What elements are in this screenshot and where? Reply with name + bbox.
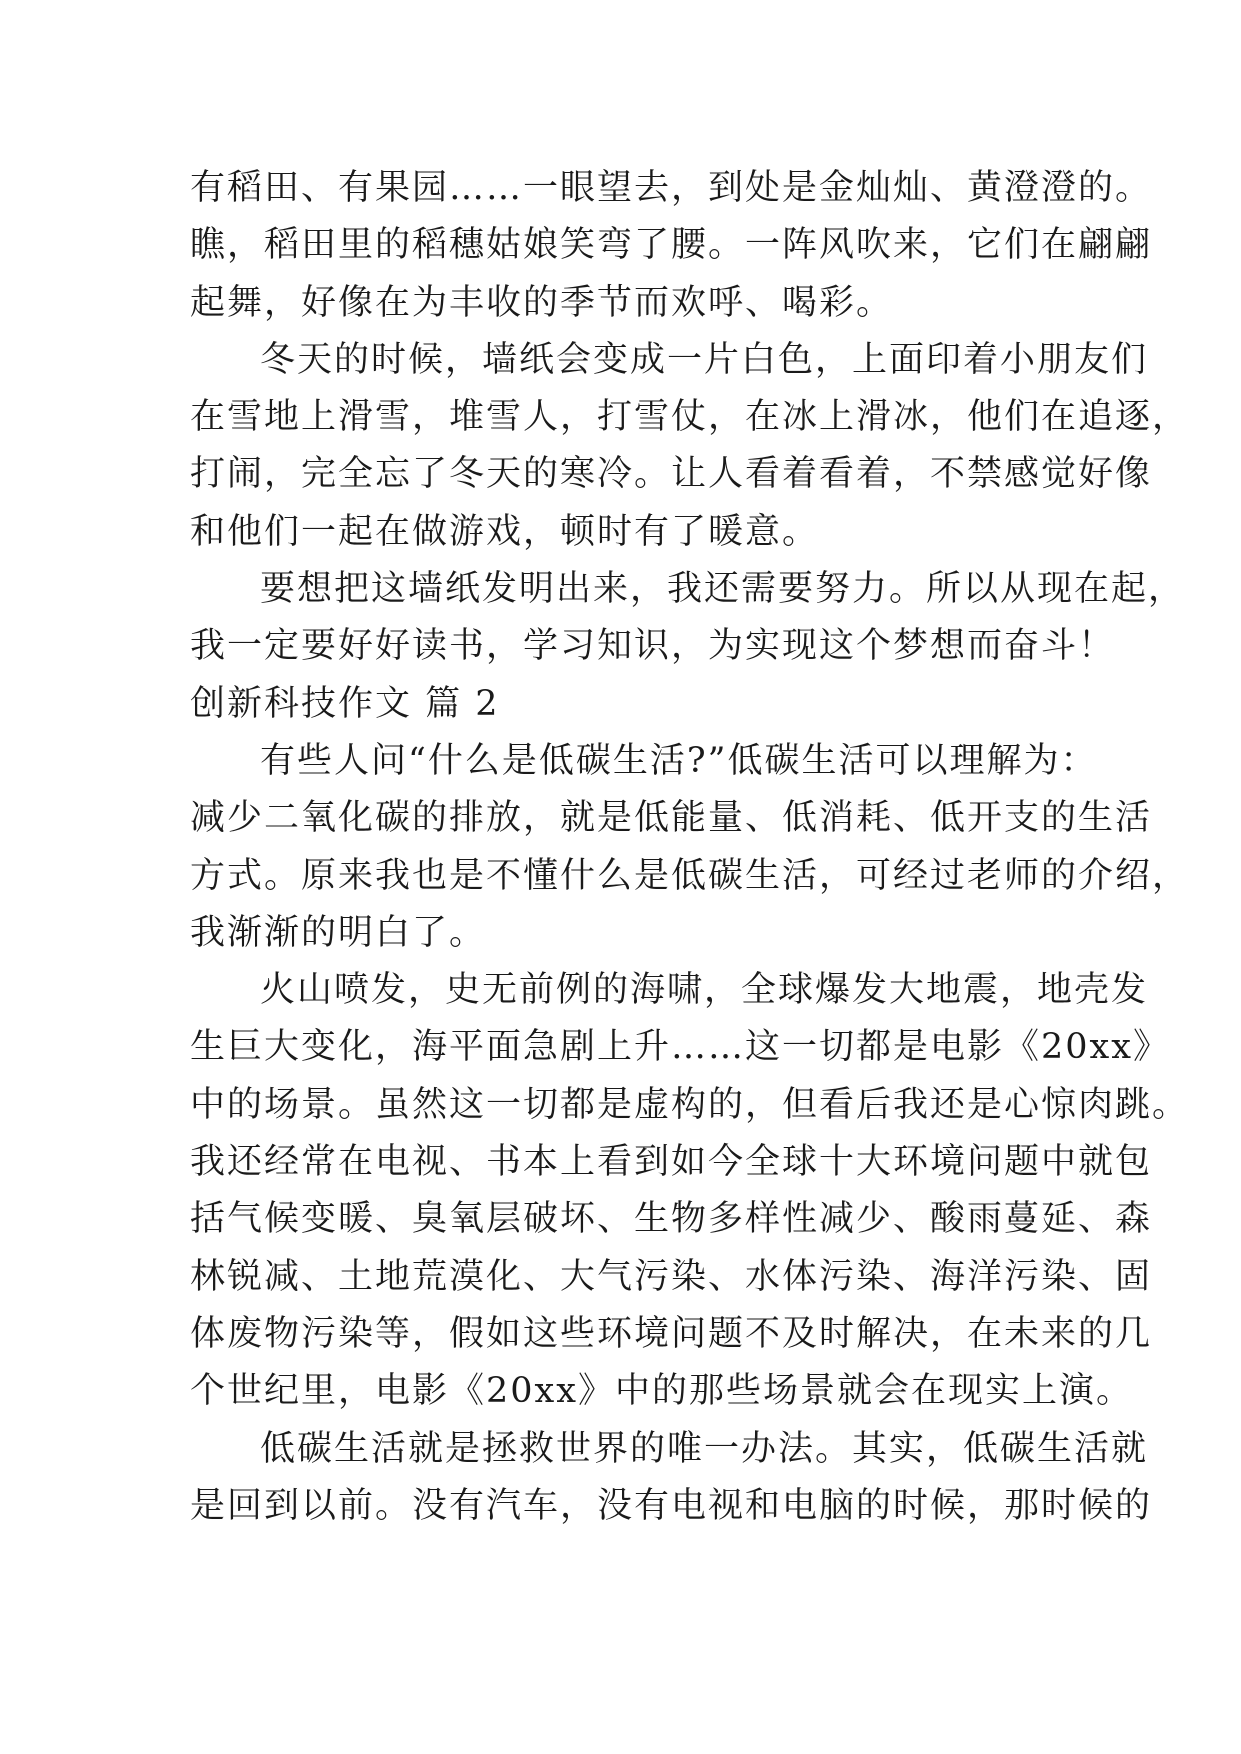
text-line: 个世纪里，电影《20xx》中的那些场景就会在现实上演。 <box>190 1371 1134 1412</box>
text-line: 低碳生活就是拯救世界的唯一办法。其实，低碳生活就 <box>260 1428 1149 1469</box>
text-line: 在雪地上滑雪，堆雪人，打雪仗，在冰上滑冰，他们在追逐， <box>190 397 1190 438</box>
text-line: 打闹，完全忘了冬天的寒冷。让人看着看着，不禁感觉好像 <box>190 454 1153 495</box>
text-line: 体废物污染等，假如这些环境问题不及时解决，在未来的几 <box>190 1313 1153 1354</box>
text-line: 中的场景。虽然这一切都是虚构的，但看后我还是心惊肉跳。 <box>190 1084 1190 1125</box>
text-line: 我还经常在电视、书本上看到如今全球十大环境问题中就包 <box>190 1142 1153 1183</box>
section-heading <box>190 676 1050 733</box>
text-line: 有稻田、有果园……一眼望去，到处是金灿灿、黄澄澄的。 <box>190 168 1153 208</box>
text-line: 有些人问“什么是低碳生活?”低碳生活可以理解为： <box>260 740 1098 781</box>
text-line: 起舞，好像在为丰收的季节而欢呼、喝彩。 <box>190 282 894 323</box>
paragraph <box>190 1421 1153 1536</box>
heading-text: 创新科技作文 篇 2 <box>190 683 500 724</box>
paragraph <box>190 160 1153 332</box>
paragraph <box>190 733 1190 962</box>
paragraph <box>190 561 1186 676</box>
document-body <box>190 160 1190 1535</box>
text-line: 我一定要好好读书，学习知识，为实现这个梦想而奋斗！ <box>190 626 1116 667</box>
text-line: 是回到以前。没有汽车，没有电视和电脑的时候，那时候的 <box>190 1485 1153 1526</box>
text-line: 括气候变暖、臭氧层破坏、生物多样性减少、酸雨蔓延、森 <box>190 1199 1153 1240</box>
text-line: 冬天的时候，墙纸会变成一片白色，上面印着小朋友们 <box>260 339 1149 380</box>
text-line: 瞧，稻田里的稻穗姑娘笑弯了腰。一阵风吹来，它们在翩翩 <box>190 225 1153 266</box>
paragraph <box>190 962 1190 1420</box>
text-line: 和他们一起在做游戏，顿时有了暖意。 <box>190 511 820 552</box>
text-line: 火山喷发，史无前例的海啸，全球爆发大地震，地壳发 <box>260 970 1149 1011</box>
text-line: 要想把这墙纸发明出来，我还需要努力。所以从现在起， <box>260 569 1186 610</box>
text-line: 方式。原来我也是不懂什么是低碳生活，可经过老师的介绍， <box>190 855 1190 896</box>
text-line: 林锐减、土地荒漠化、大气污染、水体污染、海洋污染、固 <box>190 1256 1153 1297</box>
text-line: 减少二氧化碳的排放，就是低能量、低消耗、低开支的生活 <box>190 798 1153 839</box>
text-line: 我渐渐的明白了。 <box>190 912 487 953</box>
paragraph <box>190 332 1190 561</box>
text-line: 生巨大变化，海平面急剧上升……这一切都是电影《20xx》 <box>190 1027 1171 1068</box>
